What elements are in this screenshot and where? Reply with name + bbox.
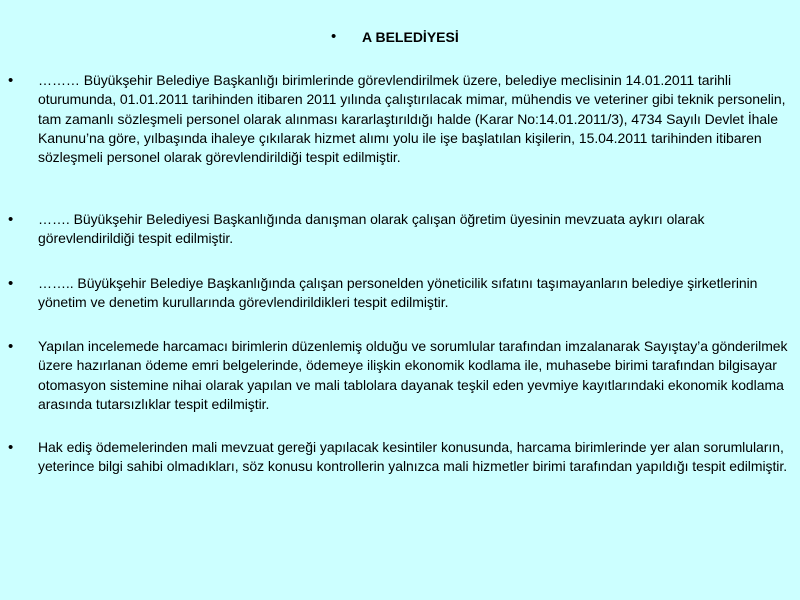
list-item-text: ……… Büyükşehir Belediye Başkanlığı birimlerinde görevlendirilmek üzere, belediye meclisinin 14.01.2011 tarihli oturumunda, 01.01.2011 tarihinden itibaren 2011 yılında çalıştırılacak mimar, mühendis ve veteriner gibi teknik personelin, tam zamanlı sözleşmeli personel olarak alınması kararlaştırıldığı halde (Karar No:14.01.2011/3), 4734 Sayılı Devlet İhale Kanunu’na göre, yılbaşında ihaleye çıkılarak hizmet alımı yolu ile işe başlatılan kişilerin, 15.04.2011 tarihinden itibaren sözleşmeli personel olarak görevlendirildiği tespit edilmiştir.: [38, 72, 786, 166]
title-bullet: •: [331, 28, 337, 45]
list-item-text: …….. Büyükşehir Belediye Başkanlığında çalışan personelden yöneticilik sıfatını taşımayanların belediye şirketlerinin yönetim ve denetim kurullarında görevlendirildikleri tespit edilmiştir.: [38, 275, 758, 311]
bullet-marker: •: [8, 72, 14, 89]
list-item-text: Hak ediş ödemelerinden mali mevzuat gereği yapılacak kesintiler konusunda, harcama birimlerinde yer alan sorumluların, yeterince bilgi sahibi olmadıkları, söz konusu kontrollerin yalnızca mali hizmetler birimi tarafından yapıldığı tespit edilmiştir.: [38, 439, 788, 475]
title-row: [0, 27, 800, 47]
list-item-text: ……. Büyükşehir Belediyesi Başkanlığında danışman olarak çalışan öğretim üyesinin mevzuata aykırı olarak görevlendirildiği tespit edilmiştir.: [38, 211, 705, 247]
bullet-marker: •: [8, 211, 14, 228]
bullet-marker: •: [8, 338, 14, 355]
bullet-marker: •: [8, 439, 14, 456]
bullet-marker: •: [8, 275, 14, 292]
slide-title: A BELEDİYESİ: [362, 29, 459, 45]
list-item-text: Yapılan incelemede harcamacı birimlerin düzenlemiş olduğu ve sorumlular tarafından imzalanarak Sayıştay’a gönderilmek üzere hazırlanan ödeme emri belgelerinde, ödemeye ilişkin ekonomik kodlama ile, muhasebe birimi tarafından bilgisayar otomasyon sistemine nihai olarak yapılan ve mali tablolara dayanak teşkil eden yevmiye kayıtlarındaki ekonomik kodlama arasında tutarsızlıklar tespit edilmiştir.: [38, 338, 788, 412]
